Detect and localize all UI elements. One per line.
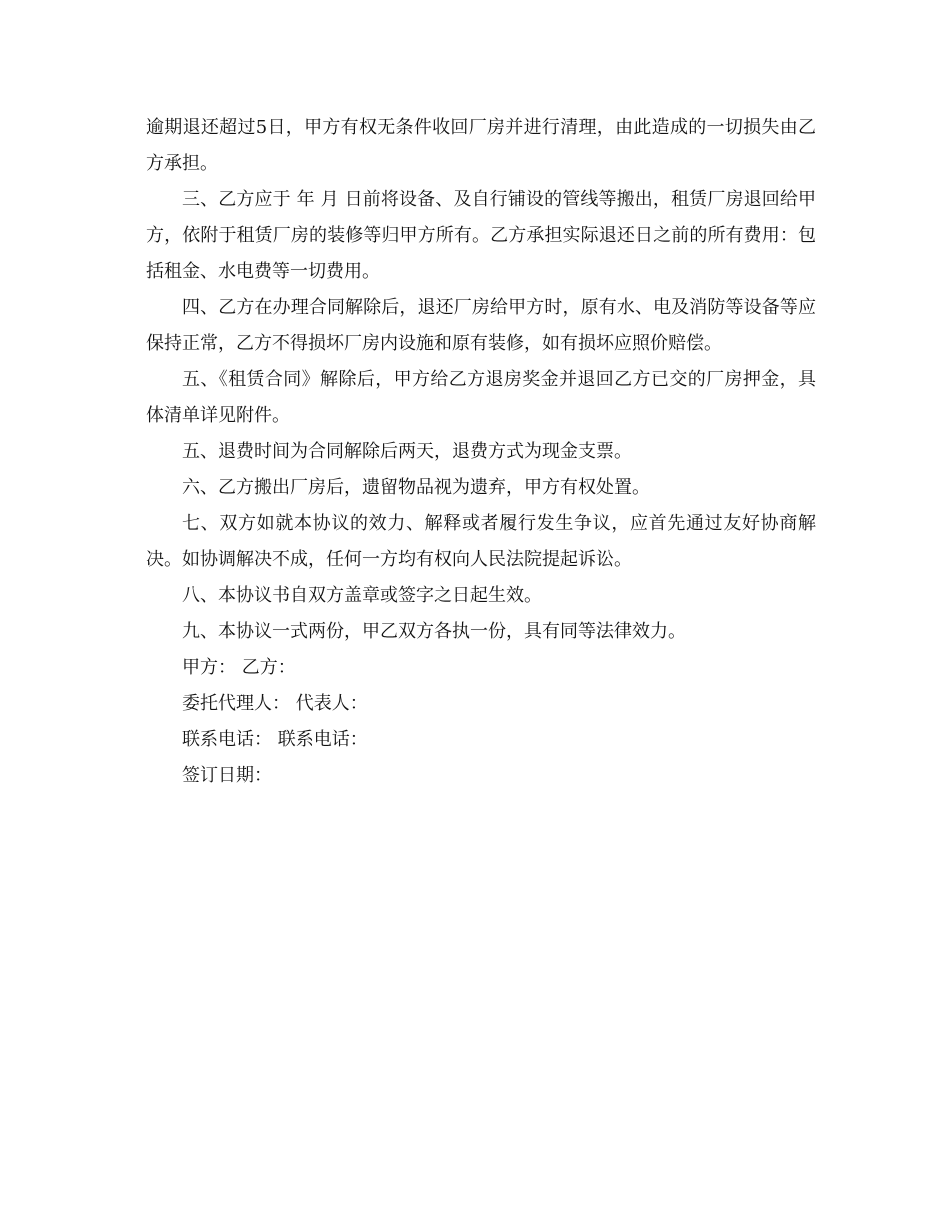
paragraph-clause-5a: 五、《租赁合同》解除后，甲方给乙方退房奖金并退回乙方已交的厂房押金，具体清单详见附件。 xyxy=(146,369,816,426)
sign-date-label: 签订日期： xyxy=(182,765,272,786)
party-a-label: 甲方： xyxy=(182,657,236,678)
paragraph-overdue: 逾期退还超过5日，甲方有权无条件收回厂房并进行清理，由此造成的一切损失由乙方承担。 xyxy=(146,117,816,174)
agent-label: 委托代理人： xyxy=(182,693,290,714)
paragraph-clause-8: 八、本协议书自双方盖章或签字之日起生效。 xyxy=(182,585,542,606)
signature-phones xyxy=(146,722,816,758)
phone-b-label: 联系电话： xyxy=(277,729,368,750)
document-body xyxy=(146,110,816,794)
phone-a-label: 联系电话： xyxy=(182,729,272,750)
signature-representatives xyxy=(146,686,816,722)
paragraph-clause-3: 三、乙方应于 年 月 日前将设备、及自行铺设的管线等搬出，租赁厂房退回给甲方，依附于租赁厂房的装修等归甲方所有。乙方承担实际退还日之前的所有费用：包括租金、水电费等一切费用。 xyxy=(146,189,816,282)
representative-label: 代表人： xyxy=(295,693,368,714)
paragraph-clause-6: 六、乙方搬出厂房后，遗留物品视为遗弃，甲方有权处置。 xyxy=(182,477,650,498)
paragraph-clause-5b: 五、退费时间为合同解除后两天，退费方式为现金支票。 xyxy=(182,441,632,462)
paragraph-clause-4: 四、乙方在办理合同解除后，退还厂房给甲方时，原有水、电及消防等设备等应保持正常，乙方不得损坏厂房内设施和原有装修，如有损坏应照价赔偿。 xyxy=(146,297,816,354)
signature-date xyxy=(146,758,816,794)
paragraph-clause-7: 七、双方如就本协议的效力、解释或者履行发生争议，应首先通过友好协商解决。如协调解决不成，任何一方均有权向人民法院提起诉讼。 xyxy=(146,513,816,570)
signature-parties xyxy=(146,650,816,686)
paragraph-clause-9: 九、本协议一式两份，甲乙双方各执一份，具有同等法律效力。 xyxy=(182,621,686,642)
party-b-label: 乙方： xyxy=(241,657,296,678)
